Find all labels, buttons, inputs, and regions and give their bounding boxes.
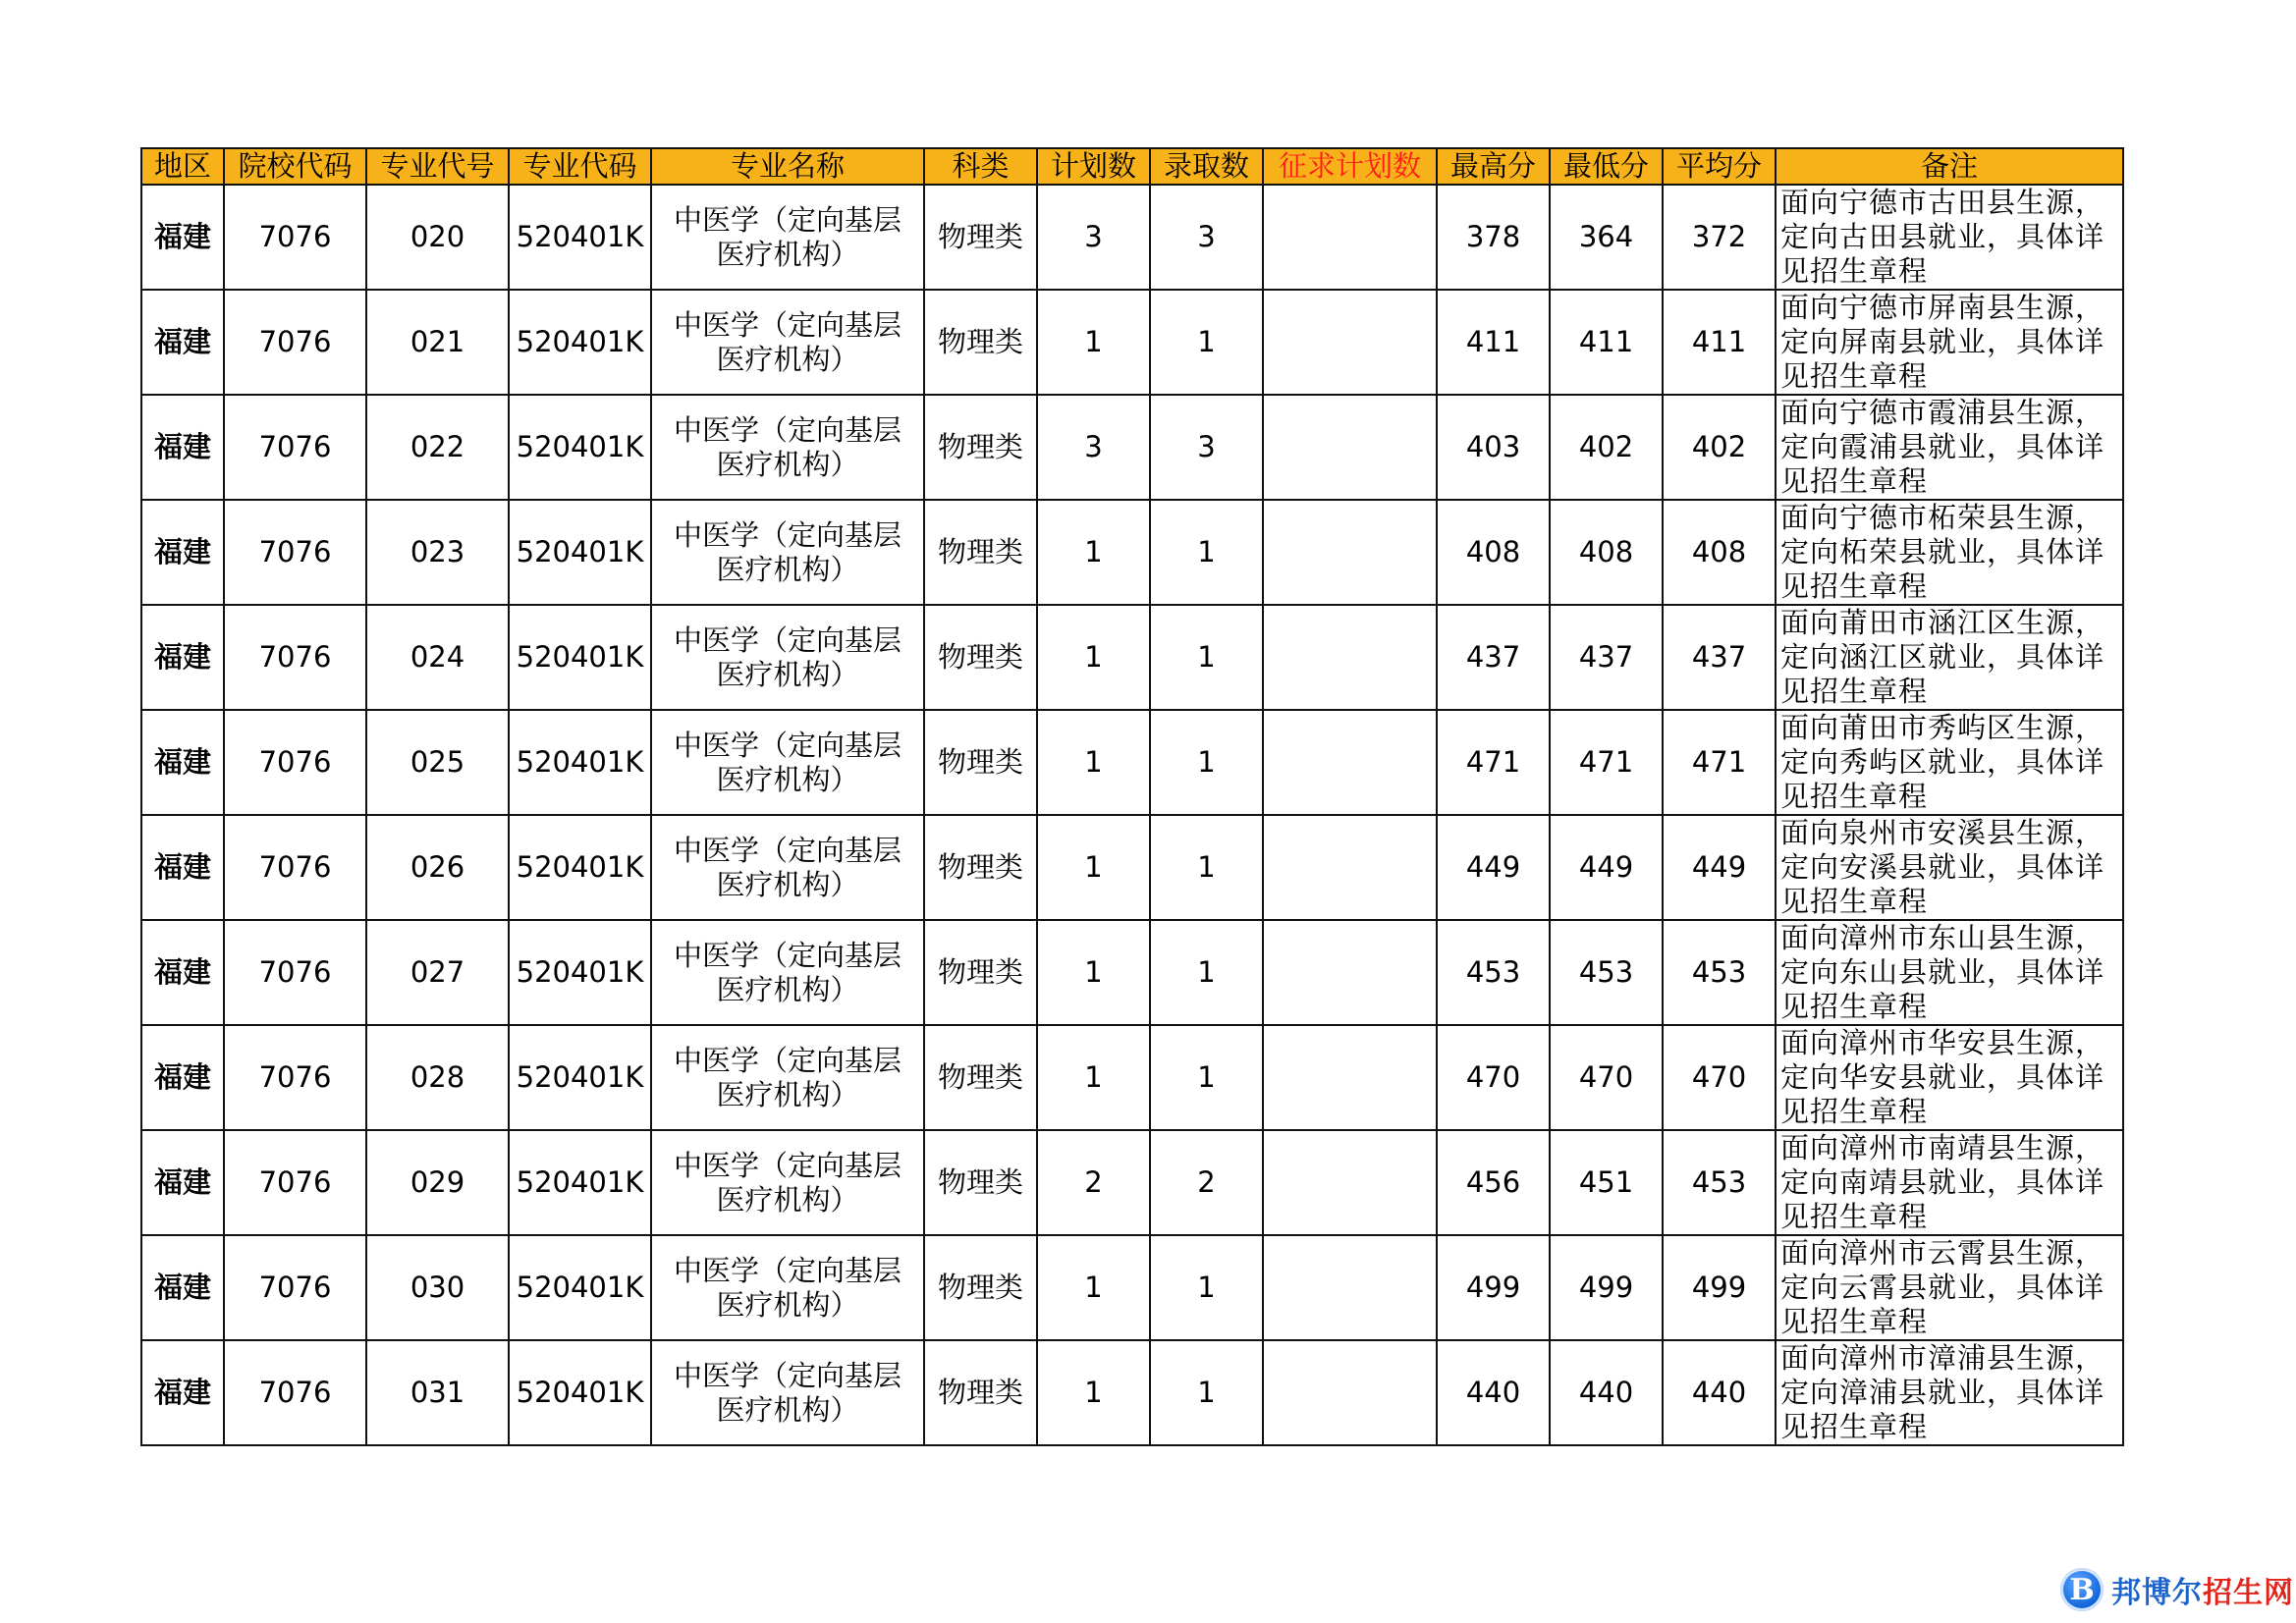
cell-avg-score: 470 [1663, 1025, 1776, 1130]
cell-supplement-plan [1263, 500, 1437, 605]
cell-major-no: 022 [366, 395, 509, 500]
cell-major-code: 520401K [509, 920, 651, 1025]
cell-major-code: 520401K [509, 185, 651, 290]
cell-max-score: 456 [1437, 1130, 1550, 1235]
cell-remark: 面向漳州市云霄县生源，定向云霄县就业，具体详见招生章程 [1776, 1235, 2123, 1340]
cell-avg-score: 402 [1663, 395, 1776, 500]
cell-major-no: 021 [366, 290, 509, 395]
cell-major-no: 030 [366, 1235, 509, 1340]
cell-school-code: 7076 [224, 1340, 366, 1445]
cell-min-score: 411 [1550, 290, 1663, 395]
cell-supplement-plan [1263, 920, 1437, 1025]
cell-school-code: 7076 [224, 920, 366, 1025]
table-row [141, 920, 2123, 1025]
cell-remark: 面向宁德市古田县生源，定向古田县就业，具体详见招生章程 [1776, 185, 2123, 290]
cell-region: 福建 [141, 605, 224, 710]
cell-remark: 面向宁德市屏南县生源，定向屏南县就业，具体详见招生章程 [1776, 290, 2123, 395]
cell-region: 福建 [141, 710, 224, 815]
cell-major-code: 520401K [509, 1235, 651, 1340]
cell-avg-score: 471 [1663, 710, 1776, 815]
cell-region: 福建 [141, 815, 224, 920]
cell-admitted: 1 [1150, 1025, 1263, 1130]
cell-avg-score: 372 [1663, 185, 1776, 290]
cell-supplement-plan [1263, 605, 1437, 710]
cell-school-code: 7076 [224, 185, 366, 290]
cell-category: 物理类 [924, 185, 1037, 290]
header-major-code: 专业代码 [509, 148, 651, 185]
cell-region: 福建 [141, 1025, 224, 1130]
cell-major-no: 031 [366, 1340, 509, 1445]
cell-avg-score: 499 [1663, 1235, 1776, 1340]
cell-category: 物理类 [924, 1235, 1037, 1340]
cell-region: 福建 [141, 395, 224, 500]
table-row [141, 290, 2123, 395]
cell-major-no: 026 [366, 815, 509, 920]
cell-admitted: 1 [1150, 1235, 1263, 1340]
table-row [141, 1130, 2123, 1235]
cell-avg-score: 408 [1663, 500, 1776, 605]
cell-school-code: 7076 [224, 290, 366, 395]
cell-major-no: 027 [366, 920, 509, 1025]
cell-plan: 3 [1037, 395, 1150, 500]
cell-min-score: 470 [1550, 1025, 1663, 1130]
cell-category: 物理类 [924, 920, 1037, 1025]
cell-plan: 1 [1037, 815, 1150, 920]
cell-region: 福建 [141, 1235, 224, 1340]
cell-region: 福建 [141, 1340, 224, 1445]
cell-supplement-plan [1263, 1025, 1437, 1130]
cell-plan: 1 [1037, 290, 1150, 395]
cell-region: 福建 [141, 185, 224, 290]
cell-plan: 1 [1037, 710, 1150, 815]
brand-logo-icon: B [2060, 1568, 2104, 1611]
cell-plan: 1 [1037, 1025, 1150, 1130]
table-row [141, 500, 2123, 605]
table-row [141, 1340, 2123, 1445]
cell-school-code: 7076 [224, 605, 366, 710]
cell-max-score: 499 [1437, 1235, 1550, 1340]
cell-max-score: 378 [1437, 185, 1550, 290]
cell-major-no: 025 [366, 710, 509, 815]
cell-major-name: 中医学（定向基层医疗机构） [651, 290, 924, 395]
cell-major-no: 020 [366, 185, 509, 290]
cell-plan: 1 [1037, 1340, 1150, 1445]
cell-max-score: 471 [1437, 710, 1550, 815]
cell-category: 物理类 [924, 500, 1037, 605]
cell-major-code: 520401K [509, 1130, 651, 1235]
cell-major-name: 中医学（定向基层医疗机构） [651, 185, 924, 290]
cell-min-score: 402 [1550, 395, 1663, 500]
cell-max-score: 408 [1437, 500, 1550, 605]
cell-remark: 面向宁德市霞浦县生源，定向霞浦县就业，具体详见招生章程 [1776, 395, 2123, 500]
cell-remark: 面向漳州市南靖县生源，定向南靖县就业，具体详见招生章程 [1776, 1130, 2123, 1235]
cell-min-score: 364 [1550, 185, 1663, 290]
cell-supplement-plan [1263, 1130, 1437, 1235]
brand-name [2111, 1568, 2294, 1611]
cell-major-no: 028 [366, 1025, 509, 1130]
cell-region: 福建 [141, 290, 224, 395]
cell-supplement-plan [1263, 1340, 1437, 1445]
cell-school-code: 7076 [224, 1130, 366, 1235]
header-avg-score: 平均分 [1663, 148, 1776, 185]
table-row [141, 395, 2123, 500]
cell-avg-score: 411 [1663, 290, 1776, 395]
cell-supplement-plan [1263, 185, 1437, 290]
cell-category: 物理类 [924, 395, 1037, 500]
header-plan: 计划数 [1037, 148, 1150, 185]
cell-category: 物理类 [924, 290, 1037, 395]
cell-school-code: 7076 [224, 395, 366, 500]
header-supplement-plan: 征求计划数 [1263, 148, 1437, 185]
cell-region: 福建 [141, 920, 224, 1025]
cell-remark: 面向莆田市秀屿区生源，定向秀屿区就业，具体详见招生章程 [1776, 710, 2123, 815]
header-admitted: 录取数 [1150, 148, 1263, 185]
cell-category: 物理类 [924, 710, 1037, 815]
cell-region: 福建 [141, 500, 224, 605]
cell-min-score: 449 [1550, 815, 1663, 920]
cell-major-name: 中医学（定向基层医疗机构） [651, 1025, 924, 1130]
cell-plan: 3 [1037, 185, 1150, 290]
cell-supplement-plan [1263, 1235, 1437, 1340]
table-row [141, 605, 2123, 710]
cell-school-code: 7076 [224, 815, 366, 920]
cell-major-code: 520401K [509, 395, 651, 500]
table-row [141, 1235, 2123, 1340]
cell-category: 物理类 [924, 1340, 1037, 1445]
cell-max-score: 449 [1437, 815, 1550, 920]
cell-major-name: 中医学（定向基层医疗机构） [651, 1130, 924, 1235]
cell-supplement-plan [1263, 815, 1437, 920]
cell-avg-score: 440 [1663, 1340, 1776, 1445]
cell-major-code: 520401K [509, 290, 651, 395]
cell-school-code: 7076 [224, 1235, 366, 1340]
cell-major-name: 中医学（定向基层医疗机构） [651, 710, 924, 815]
cell-supplement-plan [1263, 395, 1437, 500]
cell-max-score: 470 [1437, 1025, 1550, 1130]
cell-school-code: 7076 [224, 500, 366, 605]
cell-major-no: 023 [366, 500, 509, 605]
cell-region: 福建 [141, 1130, 224, 1235]
cell-remark: 面向漳州市漳浦县生源，定向漳浦县就业，具体详见招生章程 [1776, 1340, 2123, 1445]
cell-max-score: 440 [1437, 1340, 1550, 1445]
header-row [141, 148, 2123, 185]
cell-min-score: 453 [1550, 920, 1663, 1025]
cell-category: 物理类 [924, 1025, 1037, 1130]
cell-max-score: 411 [1437, 290, 1550, 395]
cell-min-score: 451 [1550, 1130, 1663, 1235]
table-row [141, 815, 2123, 920]
table-row [141, 185, 2123, 290]
cell-major-name: 中医学（定向基层医疗机构） [651, 1340, 924, 1445]
cell-school-code: 7076 [224, 1025, 366, 1130]
table-row [141, 1025, 2123, 1130]
cell-major-code: 520401K [509, 500, 651, 605]
admissions-table [140, 147, 2124, 1446]
watermark [2060, 1565, 2294, 1614]
cell-min-score: 440 [1550, 1340, 1663, 1445]
cell-admitted: 3 [1150, 395, 1263, 500]
cell-major-name: 中医学（定向基层医疗机构） [651, 920, 924, 1025]
header-remark: 备注 [1776, 148, 2123, 185]
cell-admitted: 2 [1150, 1130, 1263, 1235]
cell-supplement-plan [1263, 290, 1437, 395]
cell-admitted: 1 [1150, 815, 1263, 920]
cell-max-score: 453 [1437, 920, 1550, 1025]
cell-remark: 面向漳州市东山县生源，定向东山县就业，具体详见招生章程 [1776, 920, 2123, 1025]
cell-major-name: 中医学（定向基层医疗机构） [651, 815, 924, 920]
cell-admitted: 1 [1150, 920, 1263, 1025]
cell-category: 物理类 [924, 815, 1037, 920]
table-row [141, 710, 2123, 815]
cell-category: 物理类 [924, 1130, 1037, 1235]
cell-major-name: 中医学（定向基层医疗机构） [651, 1235, 924, 1340]
cell-min-score: 471 [1550, 710, 1663, 815]
cell-major-no: 024 [366, 605, 509, 710]
cell-avg-score: 453 [1663, 1130, 1776, 1235]
cell-major-name: 中医学（定向基层医疗机构） [651, 395, 924, 500]
header-major-no: 专业代号 [366, 148, 509, 185]
cell-admitted: 1 [1150, 290, 1263, 395]
cell-avg-score: 449 [1663, 815, 1776, 920]
header-region: 地区 [141, 148, 224, 185]
header-min-score: 最低分 [1550, 148, 1663, 185]
cell-avg-score: 453 [1663, 920, 1776, 1025]
cell-min-score: 408 [1550, 500, 1663, 605]
cell-supplement-plan [1263, 710, 1437, 815]
cell-admitted: 1 [1150, 500, 1263, 605]
cell-major-code: 520401K [509, 815, 651, 920]
header-max-score: 最高分 [1437, 148, 1550, 185]
cell-plan: 2 [1037, 1130, 1150, 1235]
cell-plan: 1 [1037, 500, 1150, 605]
cell-major-name: 中医学（定向基层医疗机构） [651, 605, 924, 710]
cell-major-name: 中医学（定向基层医疗机构） [651, 500, 924, 605]
cell-admitted: 3 [1150, 185, 1263, 290]
cell-max-score: 437 [1437, 605, 1550, 710]
cell-plan: 1 [1037, 920, 1150, 1025]
cell-admitted: 1 [1150, 605, 1263, 710]
cell-remark: 面向莆田市涵江区生源，定向涵江区就业，具体详见招生章程 [1776, 605, 2123, 710]
cell-admitted: 1 [1150, 710, 1263, 815]
cell-remark: 面向宁德市柘荣县生源，定向柘荣县就业，具体详见招生章程 [1776, 500, 2123, 605]
cell-min-score: 437 [1550, 605, 1663, 710]
cell-school-code: 7076 [224, 710, 366, 815]
cell-remark: 面向泉州市安溪县生源，定向安溪县就业，具体详见招生章程 [1776, 815, 2123, 920]
brand-name-part2: 招生网 [2203, 1576, 2294, 1610]
cell-major-no: 029 [366, 1130, 509, 1235]
cell-min-score: 499 [1550, 1235, 1663, 1340]
cell-plan: 1 [1037, 1235, 1150, 1340]
cell-avg-score: 437 [1663, 605, 1776, 710]
header-school-code: 院校代码 [224, 148, 366, 185]
cell-major-code: 520401K [509, 1340, 651, 1445]
cell-admitted: 1 [1150, 1340, 1263, 1445]
cell-category: 物理类 [924, 605, 1037, 710]
header-category: 科类 [924, 148, 1037, 185]
cell-remark: 面向漳州市华安县生源，定向华安县就业，具体详见招生章程 [1776, 1025, 2123, 1130]
header-major-name: 专业名称 [651, 148, 924, 185]
brand-name-part1: 邦博尔 [2111, 1576, 2203, 1610]
cell-major-code: 520401K [509, 710, 651, 815]
cell-major-code: 520401K [509, 605, 651, 710]
cell-major-code: 520401K [509, 1025, 651, 1130]
cell-max-score: 403 [1437, 395, 1550, 500]
cell-plan: 1 [1037, 605, 1150, 710]
